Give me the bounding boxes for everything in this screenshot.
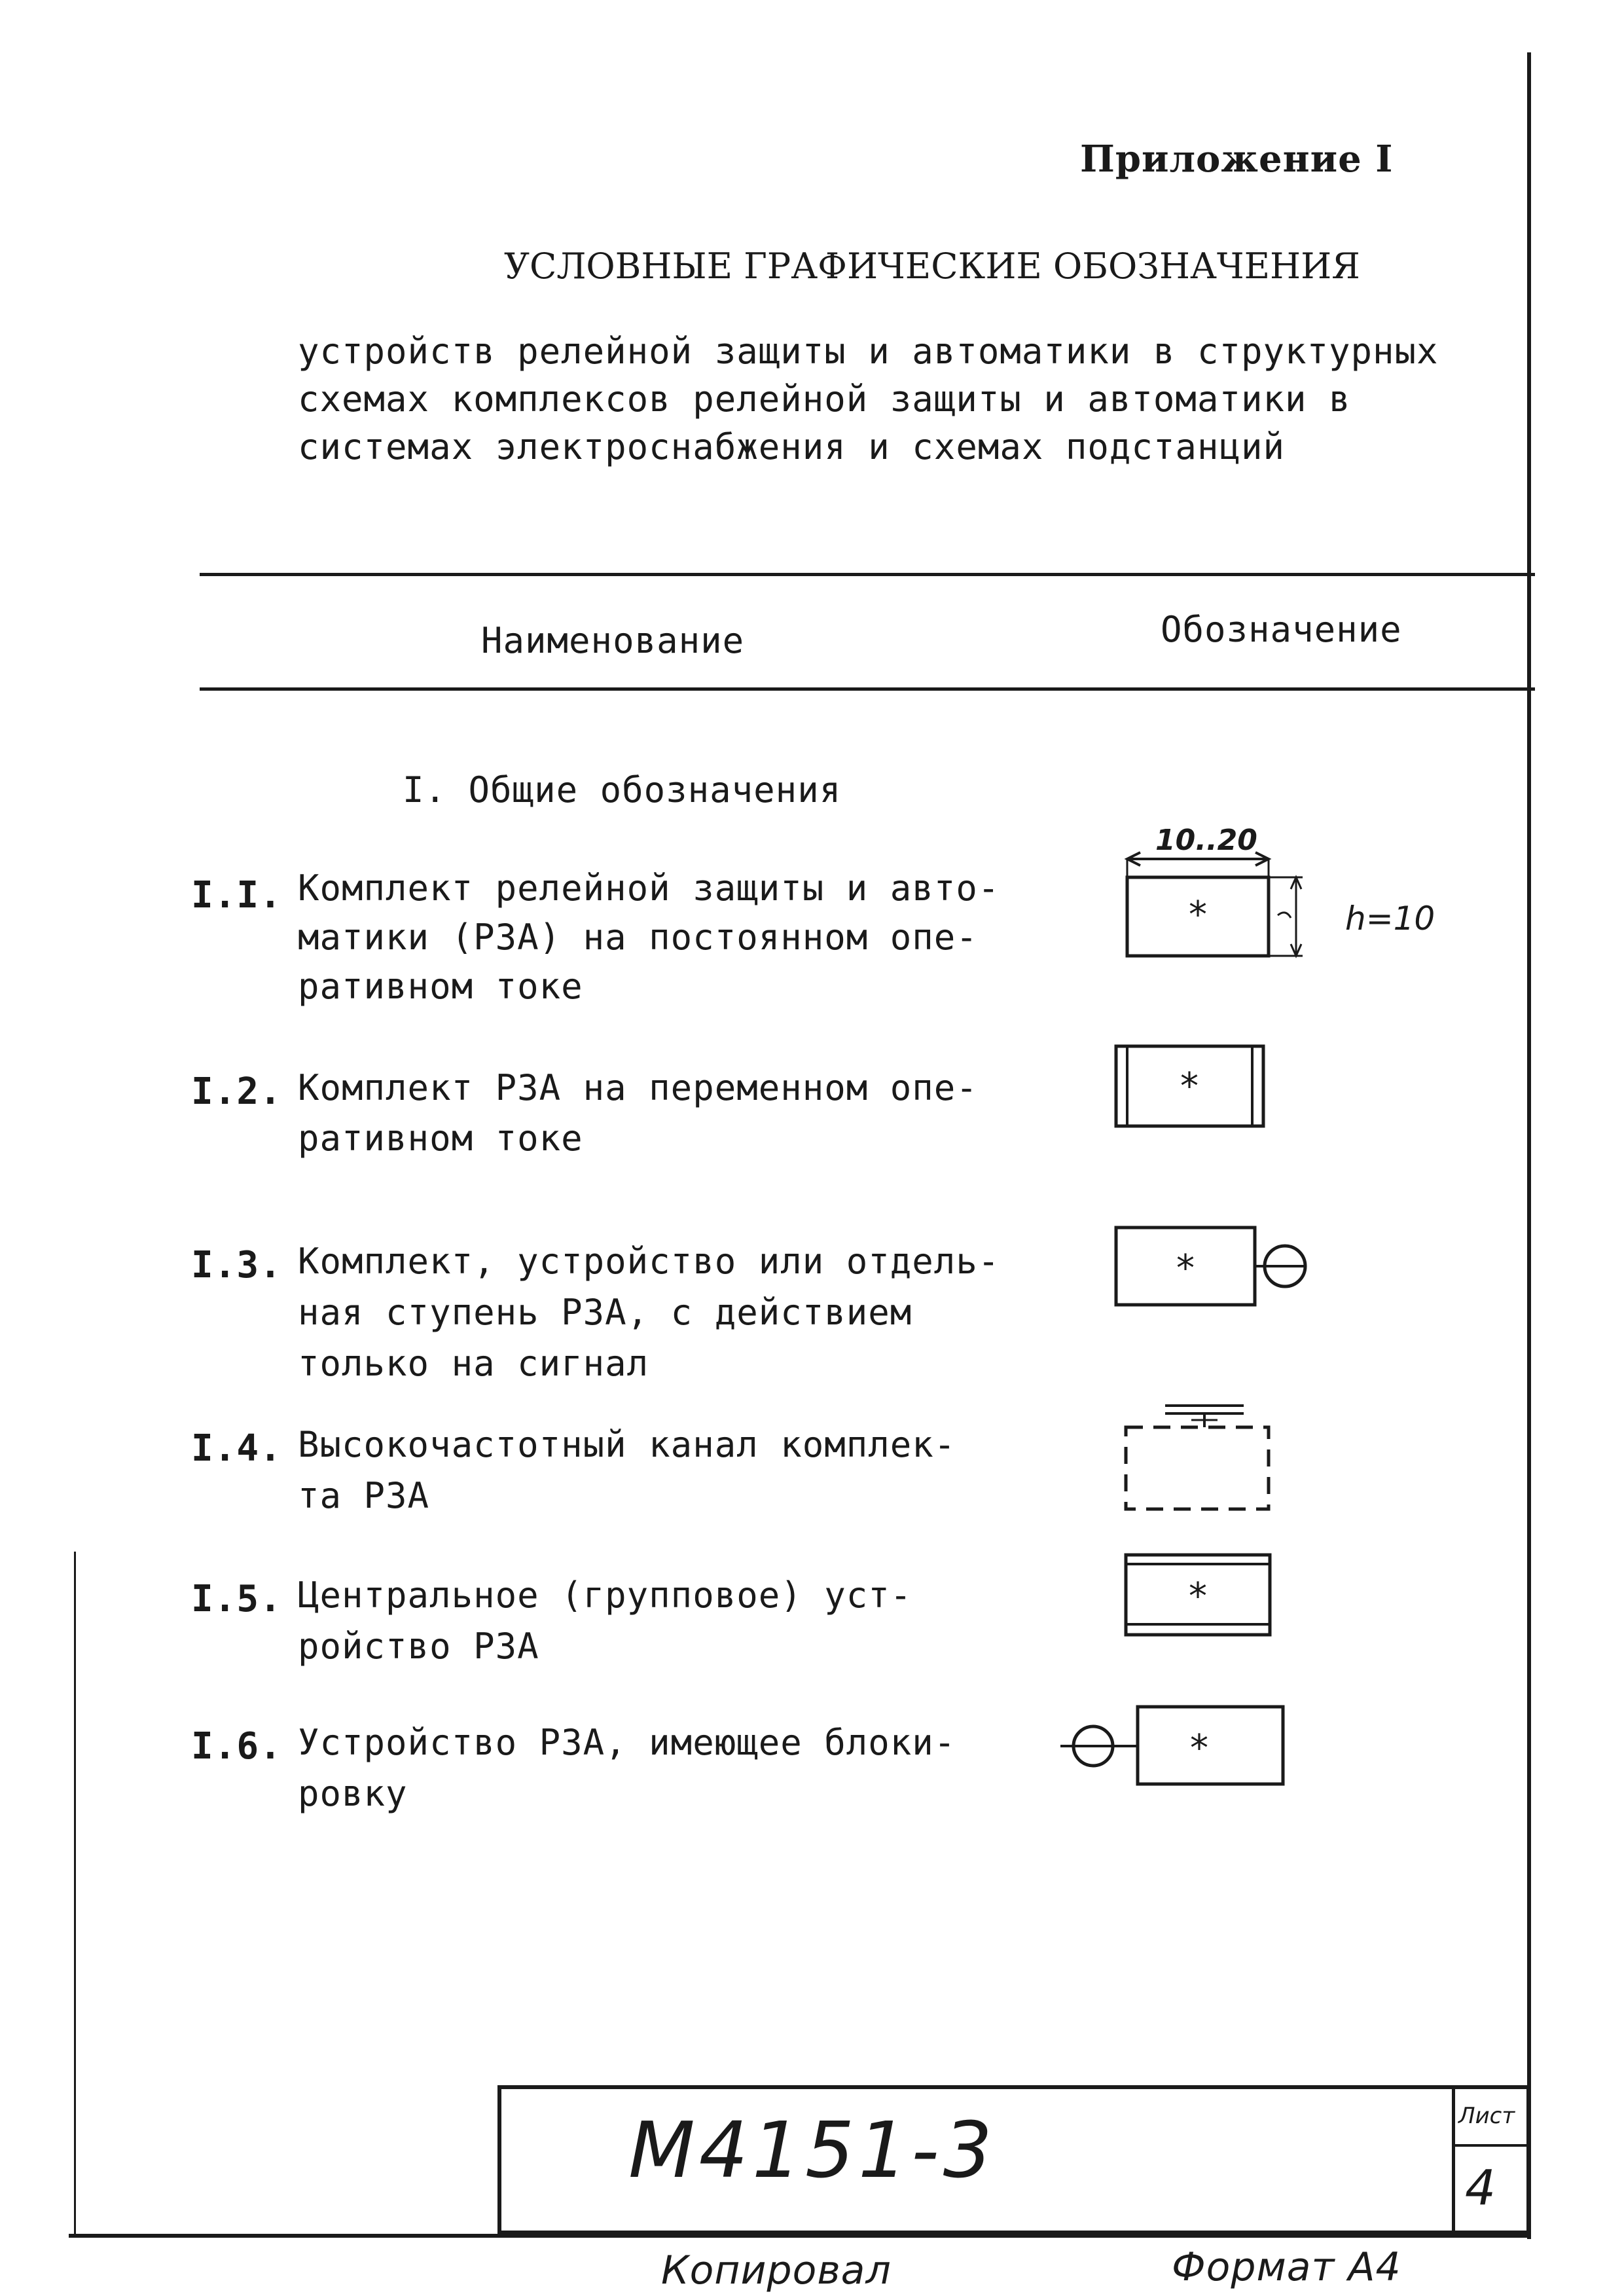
- appendix-label: Приложение I: [1080, 137, 1394, 181]
- symbol-ac-relay-set: [1113, 1041, 1283, 1139]
- item-text-line: Устройство РЗА, имеющее блоки-: [298, 1722, 956, 1763]
- header-symbol: Обозначение: [1161, 609, 1402, 650]
- item-text-line: только на сигнал: [298, 1343, 649, 1384]
- symbol-star-mark: *: [1176, 1247, 1195, 1290]
- symbol-star-mark: *: [1180, 1065, 1199, 1108]
- table-header-top-rule: [200, 573, 1535, 576]
- item-number: I.4.: [191, 1427, 282, 1470]
- dimension-height-label: h=10: [1345, 900, 1435, 938]
- section-title: I. Общие обозначения: [403, 769, 842, 811]
- symbol-signal-only-relay: [1113, 1218, 1335, 1316]
- table-header-bottom-rule: [200, 687, 1535, 691]
- item-text-line: Высокочастотный канал комплек-: [298, 1424, 956, 1465]
- item-text-line: Комплект релейной защиты и авто-: [298, 867, 1000, 909]
- subtitle-line-2: схемах комплексов релейной защиты и автоматики в: [298, 378, 1351, 420]
- item-number: I.I.: [191, 874, 282, 917]
- item-number: I.5.: [191, 1578, 282, 1620]
- sheet-number: 4: [1465, 2160, 1497, 2216]
- dimension-width-label: 10..20: [1155, 824, 1257, 857]
- subtitle-line-1: устройств релейной защиты и автоматики в структурных: [298, 331, 1439, 372]
- symbol-central-relay: [1113, 1548, 1283, 1647]
- stamp-divider: [1452, 2085, 1455, 2234]
- frame-left-fragment: [74, 1552, 76, 2236]
- document-title: УСЛОВНЫЕ ГРАФИЧЕСКИЕ ОБОЗНАЧЕНИЯ: [504, 246, 1360, 287]
- symbol-star-mark: *: [1189, 1575, 1207, 1618]
- item-text-line: ративном токе: [298, 966, 583, 1007]
- item-text-line: ройство РЗА: [298, 1626, 539, 1667]
- item-text-line: ная ступень РЗА, с действием: [298, 1292, 912, 1333]
- item-text-line: ративном токе: [298, 1118, 583, 1159]
- item-number: I.6.: [191, 1725, 282, 1768]
- footer-copied: Копировал: [661, 2248, 892, 2293]
- symbol-star-mark: *: [1189, 894, 1207, 936]
- symbol-blocking-relay: [1047, 1699, 1296, 1797]
- document-code: M4151-3: [628, 2105, 996, 2195]
- footer-format: Формат А4: [1172, 2244, 1401, 2290]
- frame-right-border: [1527, 52, 1531, 2239]
- subtitle-line-3: системах электроснабжения и схемах подстанций: [298, 426, 1285, 467]
- item-text-line: та РЗА: [298, 1475, 430, 1516]
- item-text-line: Центральное (групповое) уст-: [298, 1575, 912, 1616]
- item-number: I.3.: [191, 1244, 282, 1286]
- item-number: I.2.: [191, 1070, 282, 1113]
- item-text-line: ровку: [298, 1773, 408, 1814]
- header-name: Наименование: [481, 620, 745, 661]
- item-text-line: Комплект РЗА на переменном опе-: [298, 1067, 978, 1108]
- stamp-sheet-rule: [1452, 2144, 1530, 2147]
- symbol-dc-relay-set: [1100, 812, 1466, 969]
- symbol-star-mark: *: [1190, 1727, 1208, 1770]
- sheet-label: Лист: [1458, 2103, 1515, 2129]
- symbol-hf-channel: [1113, 1391, 1283, 1522]
- item-text-line: матики (РЗА) на постоянном опе-: [298, 917, 978, 958]
- item-text-line: Комплект, устройство или отдель-: [298, 1241, 1000, 1282]
